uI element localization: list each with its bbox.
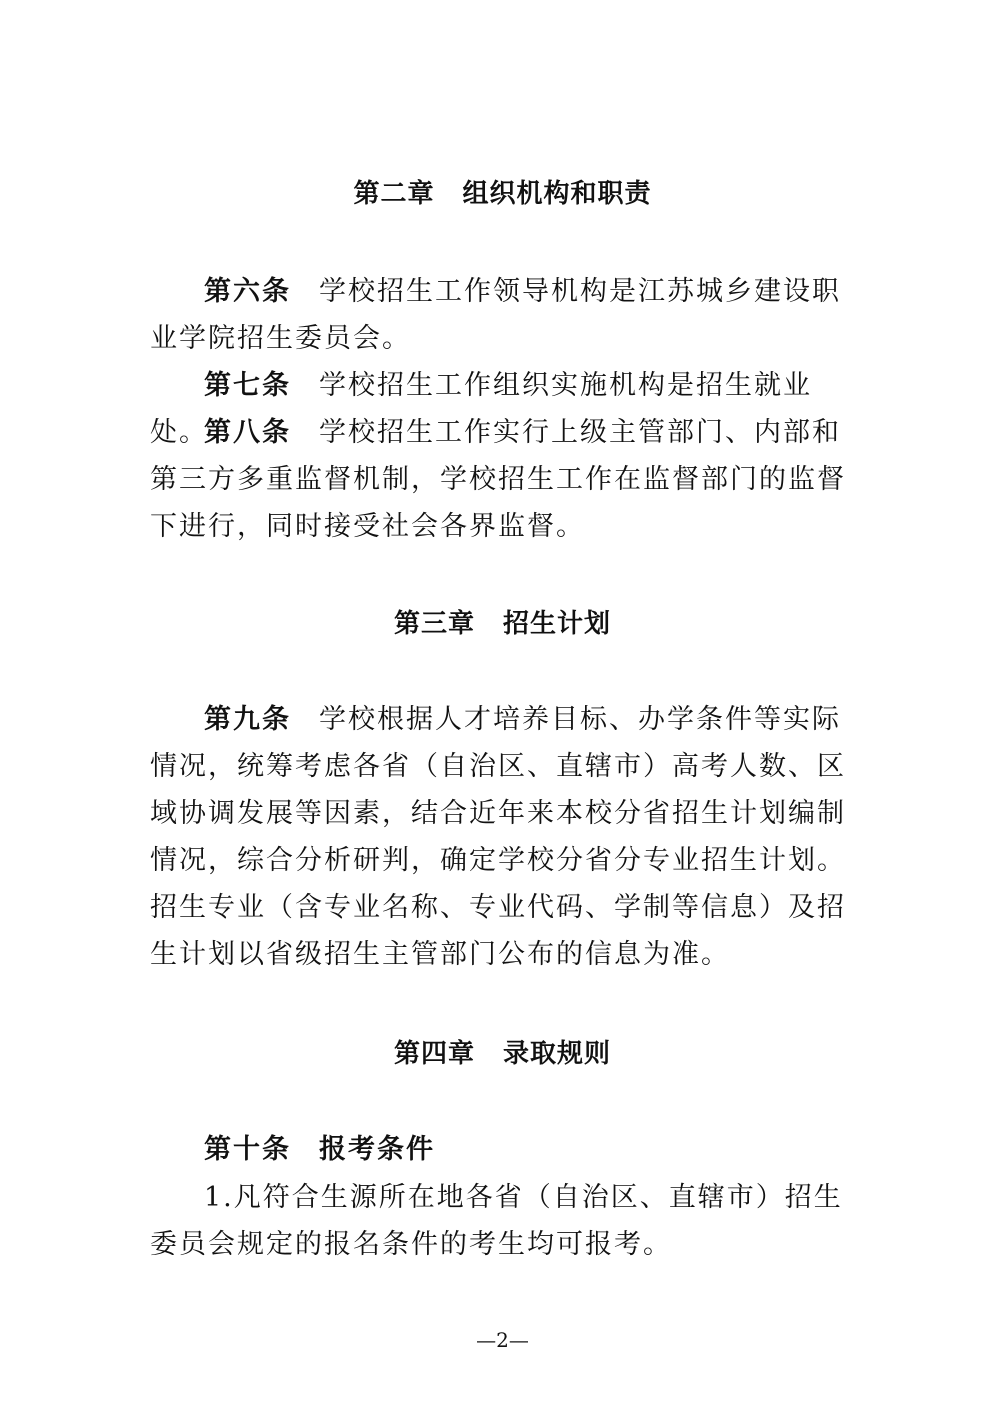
chapter-number: 第三章 (393, 609, 475, 639)
chapter-3-heading (0, 606, 1005, 642)
article-label: 第八条 (204, 417, 291, 448)
chapter-title: 录取规则 (503, 1039, 612, 1069)
chapter-4-heading (0, 1036, 1005, 1072)
article-text: 学校招生工作领导机构是江苏城乡建设职业学院招生委员会。 (150, 276, 841, 354)
article-heading: 报考条件 (319, 1134, 435, 1165)
chapter-number: 第四章 (393, 1039, 475, 1069)
page-number: —2— (476, 1328, 529, 1352)
chapter-number: 第二章 (353, 179, 435, 209)
article-label: 第十条 (204, 1134, 291, 1165)
item-1: 1.凡符合生源所在地各省（自治区、直辖市）招生委员会规定的报名条件的考生均可报考。 (150, 1182, 843, 1260)
chapter-title: 招生计划 (503, 609, 612, 639)
article-9 (150, 696, 862, 978)
chapter-2-heading (0, 176, 1005, 212)
chapter-title: 组织机构和职责 (462, 179, 652, 209)
article-6 (150, 268, 862, 362)
article-text: 学校根据人才培养目标、办学条件等实际情况，统筹考虑各省（自治区、直辖市）高考人数、区域协调发展等因素，结合近年来本校分省招生计划编制情况，综合分析研判，确定学校分省分专业招生计划。招生专业（含专业名称、专业代码、学制等信息）及招生计划以省级招生主管部门公布的信息为准。 (150, 704, 846, 970)
article-label: 第六条 (204, 276, 291, 307)
article-label: 第九条 (204, 704, 291, 735)
article-text: 学校招生工作组织实施机构是招生就业处。 (150, 370, 812, 448)
article-label: 第七条 (204, 370, 291, 401)
article-8 (150, 409, 862, 550)
article-10 (150, 1126, 862, 1173)
article-text: 学校招生工作实行上级主管部门、内部和第三方多重监督机制，学校招生工作在监督部门的监督下进行，同时接受社会各界监督。 (150, 417, 846, 542)
